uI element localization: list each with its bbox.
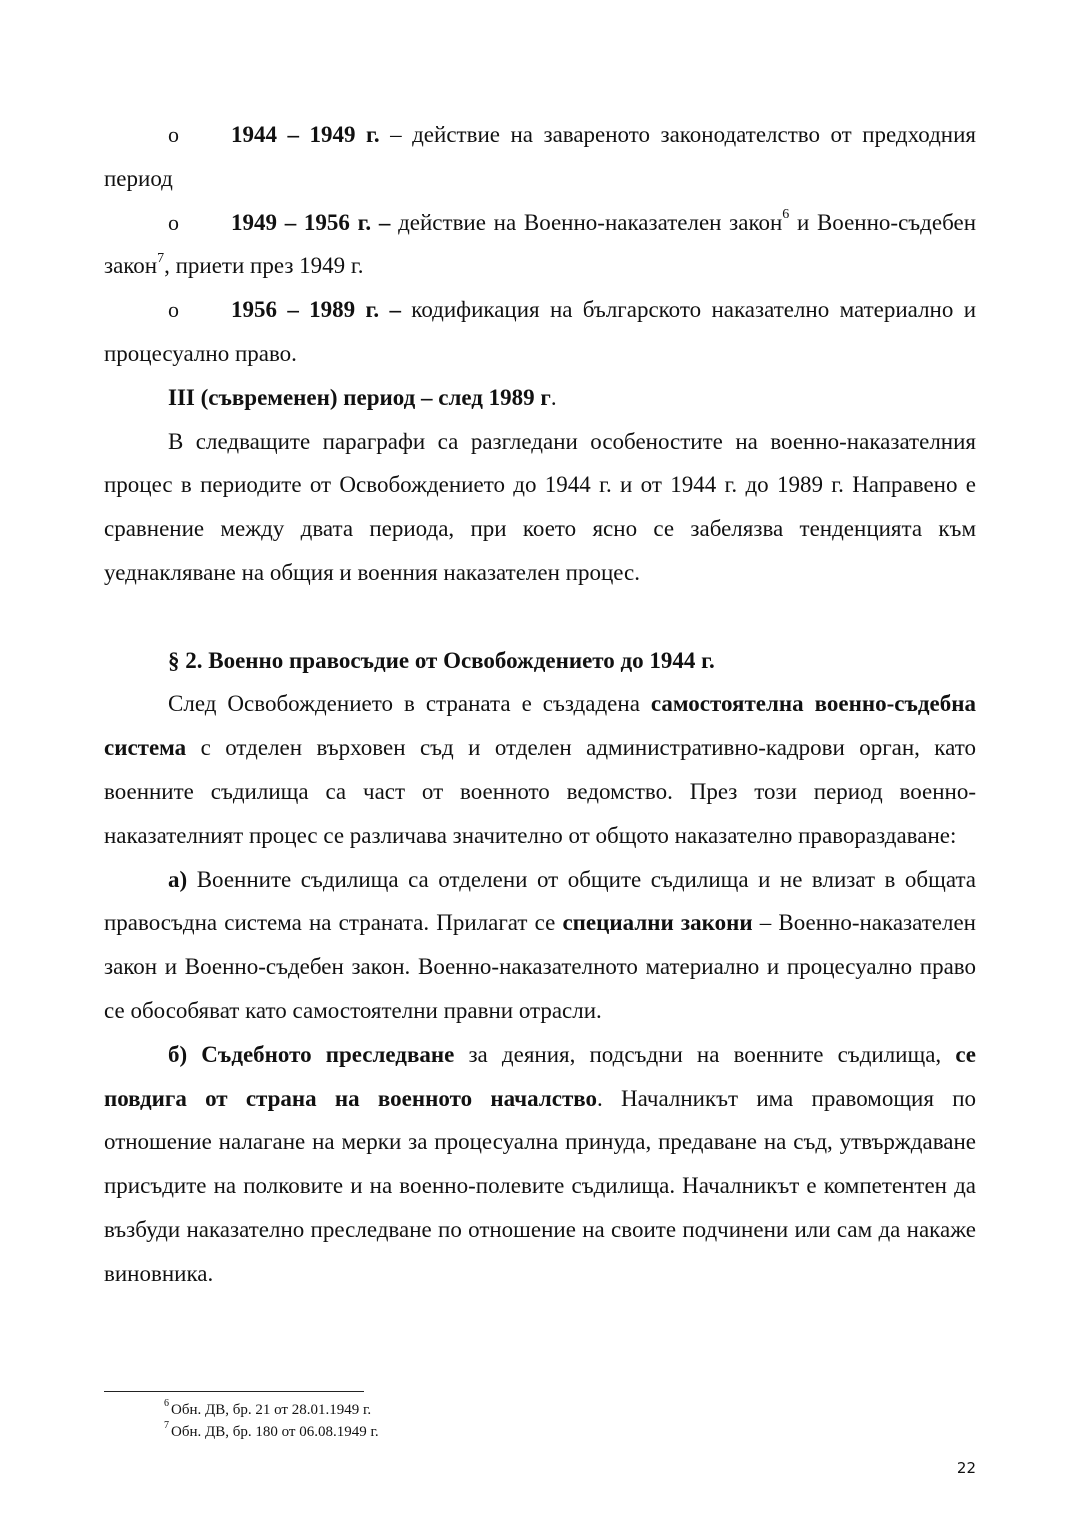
- bullet-text: и Военно-съдебен закон: [104, 209, 976, 279]
- footnote-number: 6: [164, 1398, 169, 1409]
- bullet-item-1944-1949: [104, 113, 976, 201]
- bullet-text: , приети през 1949 г.: [164, 253, 364, 279]
- point-a-label: а): [168, 866, 188, 892]
- bullet-marker: o: [168, 122, 179, 147]
- intro-paragraph: В следващите параграфи са разгледани особеностите на военно-наказателния процес в периодите от Освобождението до 1944 г. и от 1944 г. до 1989 г. Направено е сравнение между двата периода, при което ясно се забелязва тенденцията към уеднакляване на общия и военния наказателен процес.: [104, 428, 976, 585]
- footnote-text: Обн. ДВ, бр. 180 от 06.08.1949 г.: [171, 1424, 379, 1440]
- bullet-item-1956-1989: [104, 288, 976, 376]
- period-three-tail: .: [550, 384, 557, 410]
- paragraph-text: . Началникът има правомощия по отношение налагане на мерки за процесуална принуда, предаване на съд, утвърждаване присъдите на полковите и на военно-полевите съдилища. Началникът е компетентен да възбуди наказателно преследване по отношение на своите подчинени или сам да накаже виновника.: [104, 1085, 976, 1286]
- footnote-ref-7[interactable]: 7: [157, 250, 165, 266]
- period-three-label: III (съвременен) период – след 1989 г: [168, 384, 551, 410]
- footnote-text: Обн. ДВ, бр. 21 от 28.01.1949 г.: [171, 1402, 372, 1418]
- bullet-text: кодификация на българското наказателно материално и процесуално право.: [104, 297, 976, 366]
- footnotes: [164, 1399, 379, 1443]
- bullet-item-1949-1956: [104, 201, 976, 289]
- footnote-6: [164, 1399, 379, 1421]
- paragraph-text: Военните съдилища са отделени от общите съдилища и не влизат в общата правосъдна система на страната. Прилагат се: [104, 866, 976, 936]
- footnote-number: 7: [164, 1420, 169, 1431]
- paragraph-emphasis: се повдига от страна на военното началство: [104, 1041, 977, 1111]
- paragraph-text: за деяния, подсъдни на военните съдилища,: [454, 1041, 956, 1067]
- bullet-marker: o: [168, 209, 179, 235]
- paragraph-text: След Освобождението в страната е създадена: [168, 691, 651, 717]
- footnote-ref-6[interactable]: 6: [782, 206, 790, 222]
- section-paragraph: [104, 682, 976, 857]
- paragraph-emphasis: специални закони: [562, 910, 753, 936]
- bullet-period: 1944 – 1949 г.: [231, 122, 380, 147]
- paragraph-emphasis: самостоятелна военно-съдебна система: [104, 691, 977, 761]
- section-heading: § 2. Военно правосъдие от Освобождението до 1944 г.: [168, 647, 715, 673]
- section-spacer: [104, 595, 976, 639]
- footnote-7: [164, 1421, 379, 1443]
- point-b-paragraph: [104, 1033, 976, 1296]
- bullet-text: действие на Военно-наказателен закон: [390, 209, 783, 235]
- paragraph-text: с отделен върховен съд и отделен административно-кадрови орган, като военните съдилища са част от военното ведомство. През този период военно-наказателният процес се различава значително от общото наказателно правораздаване:: [104, 735, 976, 848]
- paragraph-text: – Военно-наказателен закон и Военно-съдебен закон. Военно-наказателното материално и процесуално право се обособяват като самостоятелни правни отрасли.: [104, 910, 976, 1023]
- bullet-period: 1956 – 1989 г. –: [231, 297, 401, 323]
- point-b-label: б) Съдебното преследване: [168, 1041, 455, 1067]
- bullet-marker: o: [168, 297, 179, 323]
- point-a-paragraph: [104, 858, 976, 1033]
- bullet-period: 1949 – 1956 г. –: [231, 209, 391, 235]
- period-three-line: [104, 376, 976, 420]
- footnote-separator: [104, 1391, 364, 1392]
- page-number: 22: [956, 1459, 976, 1477]
- bullet-text: – действие на завареното законодателство от предходния период: [104, 122, 976, 191]
- body-text: [104, 113, 976, 1296]
